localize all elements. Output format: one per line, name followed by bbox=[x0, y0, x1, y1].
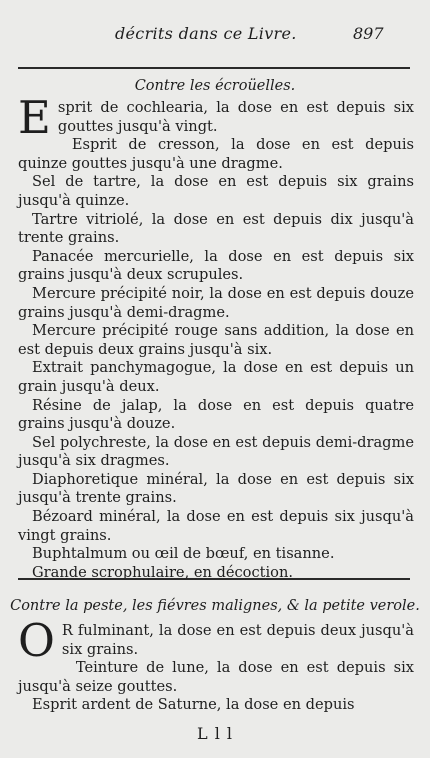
entry bbox=[18, 614, 414, 667]
entry: Mercure précipité noir, la dose en est depuis douze grains jusqu'à demi-dragme. bbox=[18, 284, 414, 321]
entry bbox=[18, 91, 414, 144]
section-body-peste bbox=[18, 614, 414, 715]
entry: Sel de tartre, la dose en est depuis six grains jusqu'à quinze. bbox=[18, 173, 414, 209]
entry: Extrait panchymagogue, la dose en est depuis un grain jusqu'à deux. bbox=[18, 359, 414, 395]
entry: Résine de jalap, la dose en est depuis quatre grains jusqu'à douze. bbox=[18, 396, 414, 433]
section-title-peste: Contre la peste, les fiévres malignes, & la petite verole. bbox=[10, 598, 420, 614]
entry: Grande scrophulaire, en décoction. bbox=[32, 563, 293, 581]
page-number: 897 bbox=[353, 24, 384, 43]
running-title: décrits dans ce Livre. bbox=[115, 24, 297, 43]
entry: Diaphoretique minéral, la dose en est depuis six jusqu'à trente grains. bbox=[18, 470, 414, 507]
entry-text: sprit de cochlearia, la dose en est depuis six gouttes jusqu'à vingt. bbox=[57, 99, 414, 135]
section-body-ecrouelles bbox=[18, 91, 414, 582]
signature-mark: L l l bbox=[196, 724, 234, 743]
header-rule bbox=[18, 67, 410, 69]
section-title-ecrouelles: Contre les écroüelles. bbox=[134, 78, 296, 94]
entry-text: R fulminant, la dose en est depuis deux jusqu'à six grains. bbox=[61, 622, 414, 658]
section-divider-rule bbox=[18, 578, 410, 580]
running-header bbox=[0, 24, 430, 48]
entry: Panacée mercurielle, la dose en est depuis six grains jusqu'à deux scrupules. bbox=[18, 247, 414, 284]
entry: Teinture de lune, la dose en est depuis six jusqu'à seize gouttes. bbox=[18, 659, 414, 695]
entry: Mercure précipité rouge sans addition, la dose en est depuis deux grains jusqu'à six. bbox=[18, 322, 414, 358]
entry: Esprit ardent de Saturne, la dose en depuis bbox=[32, 696, 355, 714]
drop-cap-letter: O bbox=[18, 614, 55, 667]
entry: Esprit de cresson, la dose en est depuis quinze gouttes jusqu'à une dragme. bbox=[18, 136, 414, 172]
entry: Sel polychreste, la dose en est depuis demi-dragme jusqu'à six dragmes. bbox=[18, 433, 414, 470]
drop-cap-letter: E bbox=[18, 91, 51, 144]
entry: Buphtalmum ou œil de bœuf, en tisanne. bbox=[32, 545, 335, 563]
entry: Tartre vitriolé, la dose en est depuis dix jusqu'à trente grains. bbox=[18, 210, 414, 247]
entry: Bézoard minéral, la dose en est depuis six jusqu'à vingt grains. bbox=[18, 508, 414, 544]
